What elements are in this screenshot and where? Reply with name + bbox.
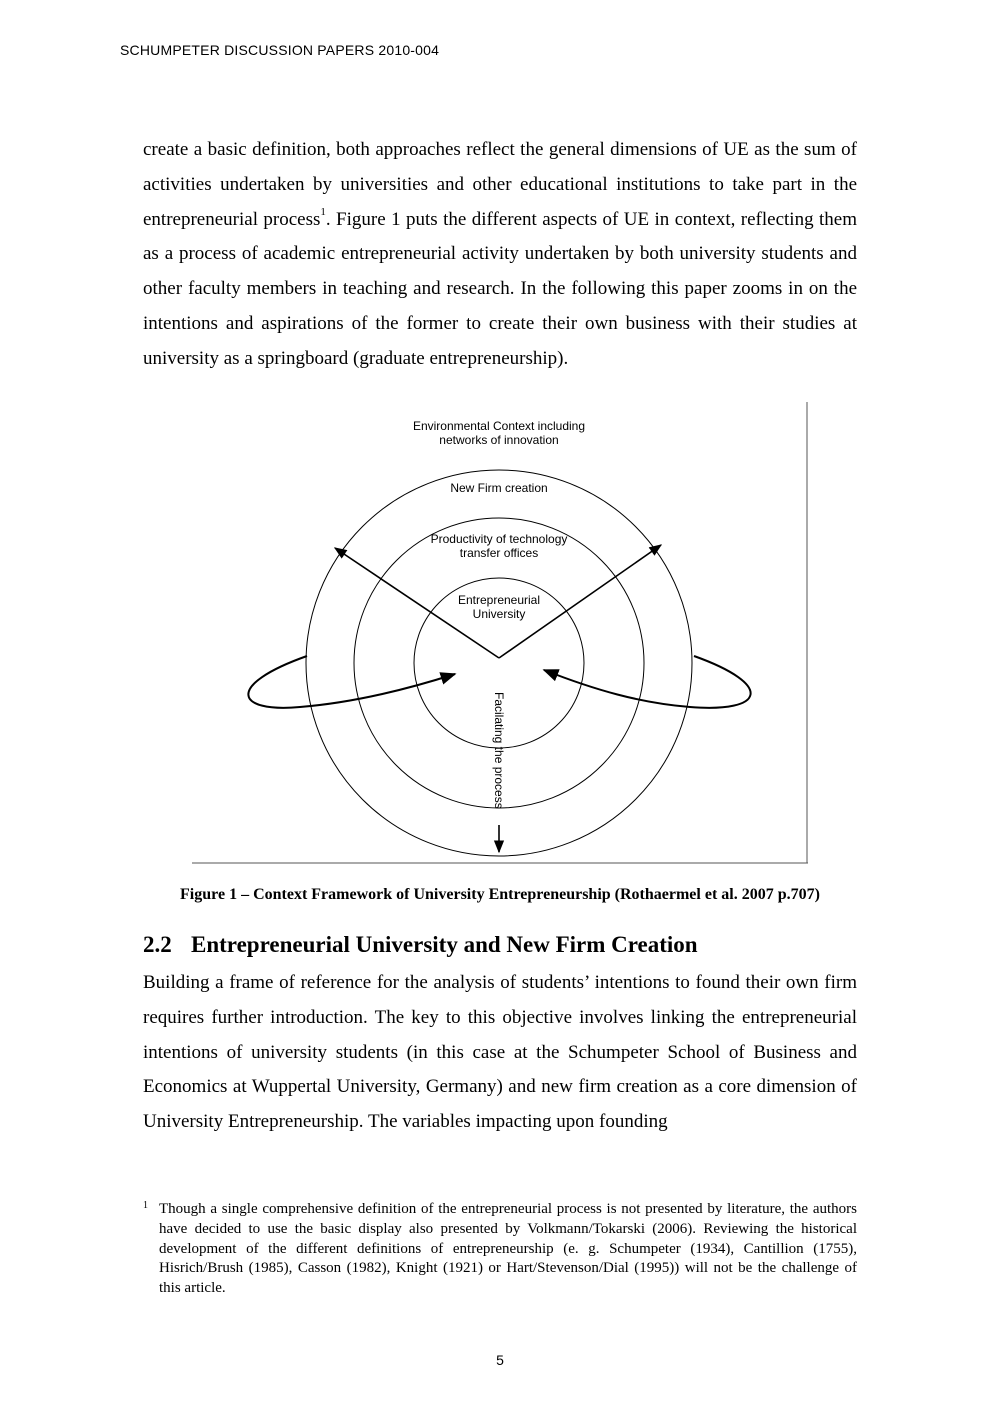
ring-1-label: University — [472, 607, 526, 621]
footnote-mark: 1 — [143, 1200, 148, 1211]
ring-2-label: Productivity of technology — [430, 532, 568, 546]
body-paragraph-1 — [143, 133, 857, 377]
vertical-process-label: Facilating the process — [492, 692, 506, 809]
figure-caption: Figure 1 – Context Framework of University Entrepreneurship (Rothaermel et al. 2007 p.707) — [180, 886, 820, 903]
footnote-reference[interactable]: 1 — [320, 206, 326, 219]
ring-2-label: transfer offices — [459, 546, 539, 560]
paragraph-text: create a basic definition, both approaches reflect the general dimensions of UE as the sum of activities undertaken by universities and other educational institutions to take part in the entrepreneurial process — [143, 139, 857, 230]
page-number: 5 — [496, 1352, 504, 1368]
section-heading — [143, 932, 698, 958]
ring-3-label: New Firm creation — [450, 481, 548, 495]
section-title: Entrepreneurial University and New Firm Creation — [191, 932, 698, 957]
outer-context-label: networks of innovation — [439, 433, 559, 447]
outer-context-label: Environmental Context including — [412, 419, 586, 433]
paragraph-text: . Figure 1 puts the different aspects of UE in context, reflecting them as a process of academic entrepreneurial activity undertaken by both university students and other faculty members in teaching and research. In the following this paper zooms in on the intentions and aspirations of the former to create their own business with their studies at university as a springboard (graduate entrepreneurship). — [143, 208, 857, 369]
figure-1 — [190, 400, 810, 867]
footnote — [143, 1200, 857, 1299]
ring-1-label: Entrepreneurial — [457, 593, 541, 607]
footnote-text: Though a single comprehensive definition of the entrepreneurial process is not presented by literature, the authors have decided to use the basic display also presented by Volkmann/Tokarski (2006). Reviewing the historical development of the different definitions of entrepreneurship (e. g. Schumpeter (1934), Cantillion (1755), Hisrich/Brush (1985), Casson (1982), Knight (1921) or Hart/Stevenson/Dial (1995)) will not be the challenge of this article. — [159, 1201, 857, 1297]
context-framework-diagram — [190, 400, 810, 867]
body-paragraph-2: Building a frame of reference for the analysis of students’ intentions to found their own firm requires further introduction. The key to this objective involves linking the entrepreneurial intentions of university students (in this case at the Schumpeter School of Business and Economics at Wuppertal University, Germany) and new firm creation as a core dimension of University Entrepreneurship. The variables impacting upon founding — [143, 972, 857, 1133]
feedback-loop-left — [248, 656, 455, 708]
section-number: 2.2 — [143, 932, 172, 957]
running-header: SCHUMPETER DISCUSSION PAPERS 2010-004 — [120, 42, 440, 58]
